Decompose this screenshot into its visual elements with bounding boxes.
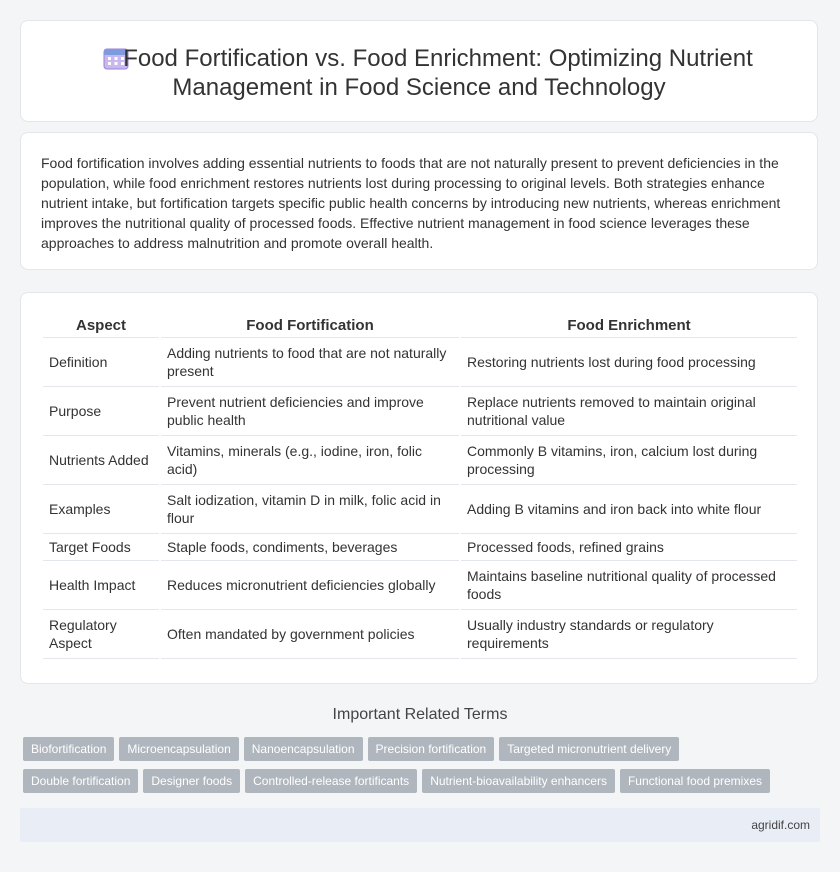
table-row: [43, 338, 797, 387]
comparison-table-card: [20, 292, 818, 684]
cell-fortification: Vitamins, minerals (e.g., iodine, iron, folic acid): [161, 436, 459, 485]
cell-enrichment: Commonly B vitamins, iron, calcium lost during processing: [461, 436, 797, 485]
table-row: [43, 610, 797, 659]
cell-fortification: Prevent nutrient deficiencies and improve public health: [161, 387, 459, 436]
title-card: [20, 20, 818, 122]
table-row: [43, 387, 797, 436]
tag-link[interactable]: Biofortification: [23, 737, 114, 761]
cell-fortification: Reduces micronutrient deficiencies globally: [161, 561, 459, 610]
tag-row: [23, 769, 823, 795]
table-header-row: [43, 315, 797, 338]
tag-link[interactable]: Controlled-release fortificants: [245, 769, 417, 793]
cell-enrichment: Usually industry standards or regulatory requirements: [461, 610, 797, 659]
cell-enrichment: Maintains baseline nutritional quality of processed foods: [461, 561, 797, 610]
cell-enrichment: Processed foods, refined grains: [461, 534, 797, 561]
tag-link[interactable]: Double fortification: [23, 769, 138, 793]
tag-link[interactable]: Precision fortification: [368, 737, 495, 761]
tag-link[interactable]: Targeted micronutrient delivery: [499, 737, 679, 761]
cell-aspect: Regulatory Aspect: [43, 610, 159, 659]
tag-link[interactable]: Designer foods: [143, 769, 240, 793]
table-row: [43, 436, 797, 485]
table-row: [43, 534, 797, 561]
cell-enrichment: Adding B vitamins and iron back into white flour: [461, 485, 797, 534]
tag-link[interactable]: Functional food premixes: [620, 769, 770, 793]
table-row: [43, 485, 797, 534]
tag-link[interactable]: Microencapsulation: [119, 737, 238, 761]
cell-fortification: Often mandated by government policies: [161, 610, 459, 659]
footer: [20, 808, 820, 842]
cell-aspect: Nutrients Added: [43, 436, 159, 485]
related-terms-title: Important Related Terms: [332, 706, 508, 723]
cell-aspect: Target Foods: [43, 534, 159, 561]
footer-site-link[interactable]: agridif.com: [751, 818, 810, 832]
intro-card: [20, 132, 818, 270]
header-fortification: Food Fortification: [161, 315, 459, 338]
comparison-table: [41, 315, 799, 659]
tag-row: [23, 737, 823, 763]
table-row: [43, 561, 797, 610]
page-title-line-1: Food Fortification vs. Food Enrichment: Optimizing Nutrient: [123, 45, 753, 72]
cell-fortification: Salt iodization, vitamin D in milk, folic acid in flour: [161, 485, 459, 534]
page-title: [21, 44, 817, 102]
cell-aspect: Examples: [43, 485, 159, 534]
intro-paragraph: Food fortification involves adding essential nutrients to foods that are not naturally present to prevent deficiencies in the population, while food enrichment restores nutrients lost during processing to original levels. Both strategies enhance nutrient intake, but fortification targets specific public health concerns by introducing new nutrients, whereas enrichment improves the nutritional quality of processed foods. Effective nutrient management in food science leverages these approaches to address malnutrition and promote overall health.: [41, 155, 781, 251]
header-enrichment: Food Enrichment: [461, 315, 797, 338]
cell-aspect: Health Impact: [43, 561, 159, 610]
cell-enrichment: Replace nutrients removed to maintain original nutritional value: [461, 387, 797, 436]
cell-aspect: Purpose: [43, 387, 159, 436]
tag-link[interactable]: Nutrient-bioavailability enhancers: [422, 769, 615, 793]
header-aspect: Aspect: [43, 315, 159, 338]
cell-fortification: Staple foods, condiments, beverages: [161, 534, 459, 561]
related-terms-tags: [23, 737, 823, 801]
cell-enrichment: Restoring nutrients lost during food processing: [461, 338, 797, 387]
tag-link[interactable]: Nanoencapsulation: [244, 737, 363, 761]
cell-fortification: Adding nutrients to food that are not naturally present: [161, 338, 459, 387]
cell-aspect: Definition: [43, 338, 159, 387]
page-title-line-2: Management in Food Science and Technology: [172, 74, 666, 101]
